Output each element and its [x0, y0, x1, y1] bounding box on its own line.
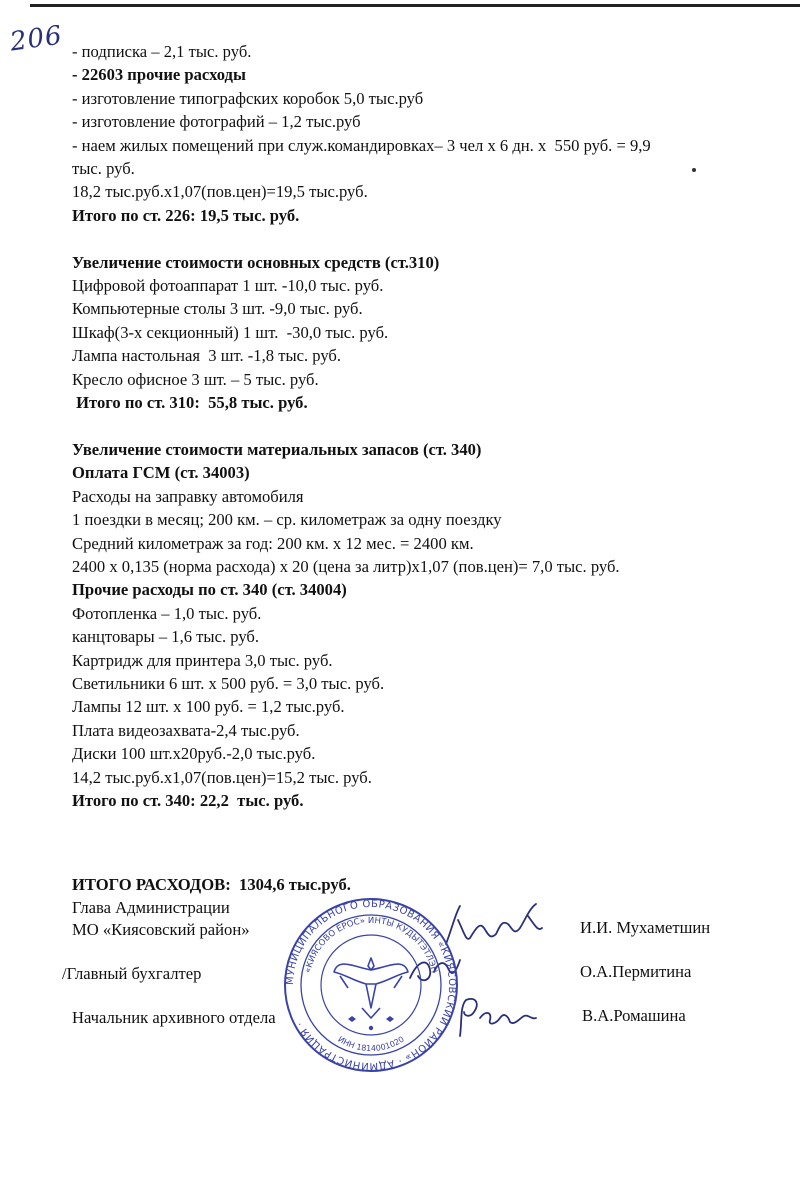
head-name: И.И. Мухаметшин — [580, 918, 711, 937]
text-line: Компьютерные столы 3 шт. -9,0 тыс. руб. — [72, 299, 363, 319]
heading-line: Прочие расходы по ст. 340 (ст. 34004) — [72, 580, 347, 600]
text-line: 1 поездки в месяц; 200 км. – ср. километраж за одну поездку — [72, 510, 502, 530]
text-line: 2400 х 0,135 (норма расхода) х 20 (цена за литр)х1,07 (пов.цен)= 7,0 тыс. руб. — [72, 556, 620, 576]
text-line: - подписка – 2,1 тыс. руб. — [72, 42, 252, 61]
text-line: - изготовление фотографий – 1,2 тыс.руб — [72, 112, 361, 132]
text-line: Фотопленка – 1,0 тыс. руб. — [72, 603, 262, 623]
heading-line: Увеличение стоимости материальных запасов (ст. 340) — [72, 439, 482, 459]
text-line: канцтовары – 1,6 тыс. руб. — [72, 627, 259, 647]
accountant-mark: / — [62, 964, 67, 983]
archive-signature-icon — [450, 992, 540, 1044]
accountant-name: О.А.Пермитина — [580, 962, 692, 981]
accountant-title: Главный бухгалтер — [66, 964, 202, 983]
archive-name: В.А.Ромашина — [582, 1006, 686, 1025]
scan-top-edge — [30, 4, 800, 7]
text-line: Плата видеозахвата-2,4 тыс.руб. — [72, 720, 300, 740]
text-line: Расходы на заправку автомобиля — [72, 486, 304, 506]
text-line: Средний километраж за год: 200 км. х 12 мес. = 2400 км. — [72, 533, 474, 553]
paragraph-gap — [72, 227, 772, 250]
text-line: Картридж для принтера 3,0 тыс. руб. — [72, 650, 333, 670]
heading-line: Итого по ст. 226: 19,5 тыс. руб. — [72, 205, 300, 225]
text-line: 14,2 тыс.руб.х1,07(пов.цен)=15,2 тыс. руб. — [72, 767, 372, 787]
heading-line: Увеличение стоимости основных средств (ст.310) — [72, 252, 440, 272]
head-title-line2: МО «Киясовский район» — [72, 920, 250, 939]
text-line: Лампа настольная 3 шт. -1,8 тыс. руб. — [72, 346, 342, 366]
text-line: Лампы 12 шт. х 100 руб. = 1,2 тыс.руб. — [72, 697, 345, 717]
paragraph-gap — [72, 414, 772, 437]
text-line: Светильники 6 шт. х 500 руб. = 3,0 тыс. руб. — [72, 673, 385, 693]
heading-line: Итого по ст. 310: 55,8 тыс. руб. — [72, 393, 308, 413]
document-body — [72, 40, 772, 812]
accountant-row — [62, 962, 201, 985]
head-title-line1: Глава Администрации — [72, 898, 230, 917]
text-line: 18,2 тыс.руб.х1,07(пов.цен)=19,5 тыс.руб. — [72, 182, 368, 202]
svg-text:МУНИЦИПАЛЬНОГО ОБРАЗОВАНИЯ «КИ: МУНИЦИПАЛЬНОГО ОБРАЗОВАНИЯ «КИЯСОВСКИЙ РАЙОН» · АДМИНИСТРАЦИЯ · — [284, 898, 458, 1072]
text-line: Диски 100 шт.х20руб.-2,0 тыс.руб. — [72, 744, 316, 764]
official-seal-icon — [282, 896, 460, 1074]
text-line: Кресло офисное 3 шт. – 5 тыс. руб. — [72, 369, 319, 389]
archive-title: Начальник архивного отдела — [72, 1008, 276, 1027]
text-line: Шкаф(3-х секционный) 1 шт. -30,0 тыс. руб. — [72, 322, 389, 342]
handwritten-page-number: 206 — [8, 20, 65, 58]
text-line: - наем жилых помещений при служ.командировках– 3 чел х 6 дн. х 550 руб. = 9,9 — [72, 135, 651, 155]
text-line: - изготовление типографских коробок 5,0 тыс.руб — [72, 88, 424, 108]
svg-text:«КИЯСОВО ЁРОС» ИНТЫ КУДЫТЭТЛЭН: «КИЯСОВО ЁРОС» ИНТЫ КУДЫТЭТЛЭН — [303, 915, 439, 975]
text-line: тыс. руб. — [72, 159, 135, 179]
text-line: Цифровой фотоаппарат 1 шт. -10,0 тыс. руб. — [72, 276, 384, 296]
svg-text:ИНН 1814001020: ИНН 1814001020 — [336, 1034, 406, 1054]
heading-line: - 22603 прочие расходы — [72, 65, 246, 85]
grand-total: ИТОГО РАСХОДОВ: 1304,6 тыс.руб. — [72, 875, 351, 894]
heading-line: Итого по ст. 340: 22,2 тыс. руб. — [72, 790, 304, 810]
heading-line: Оплата ГСМ (ст. 34003) — [72, 463, 250, 483]
